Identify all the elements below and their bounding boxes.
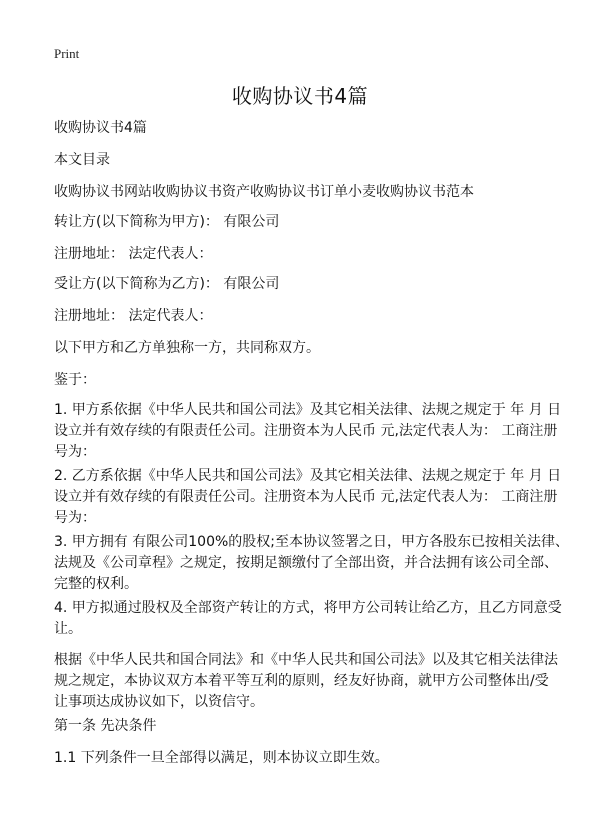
recital-2-line: 设立并有效存续的有限责任公司。注册资本为人民币 元,法定代表人为： 工商注册 — [54, 489, 558, 505]
clause-1-1: 1.1 下列条件一旦全部得以满足，则本协议立即生效。 — [54, 750, 389, 766]
recital-1-line: 设立并有效存续的有限责任公司。注册资本为人民币 元,法定代表人为： 工商注册 — [54, 423, 558, 439]
transferor-line: 转让方(以下简称为甲方)： 有限公司 — [54, 214, 280, 230]
transferor-address-line: 注册地址： 法定代表人： — [54, 246, 213, 262]
recital-3-line: 法规及《公司章程》之规定，按期足额缴付了全部出资，并合法拥有该公司全部、 — [54, 555, 558, 571]
recital-4-line: 让。 — [54, 621, 82, 637]
subtitle-line: 收购协议书4篇 — [54, 120, 147, 136]
recital-1-line: 1. 甲方系依据《中华人民共和国公司法》及其它相关法律、法规之规定于 年 月 日 — [54, 402, 562, 418]
agreement-basis-line: 根据《中华人民共和国合同法》和《中华人民共和国公司法》以及其它相关法律法 — [54, 652, 558, 668]
toc-entries: 收购协议书网站收购协议书资产收购协议书订单小麦收购协议书范本 — [54, 184, 474, 200]
transferee-line: 受让方(以下简称为乙方)： 有限公司 — [54, 276, 280, 292]
recital-2 — [54, 466, 562, 529]
recital-1-line: 号为： — [54, 444, 96, 460]
toc-heading: 本文目录 — [54, 152, 110, 168]
agreement-basis-line: 让事项达成协议如下，以资信守。 — [54, 694, 264, 710]
document-title: 收购协议书4篇 — [231, 84, 369, 108]
agreement-basis — [54, 650, 558, 713]
parties-definition-line: 以下甲方和乙方单独称一方，共同称双方。 — [54, 340, 320, 356]
recital-3 — [54, 532, 569, 595]
agreement-basis-line: 规之规定，本协议双方本着平等互利的原则，经友好协商，就甲方公司整体出/受 — [54, 673, 549, 689]
recital-2-line: 号为： — [54, 510, 96, 526]
whereas-heading: 鉴于： — [54, 372, 96, 388]
recital-3-line: 完整的权利。 — [54, 576, 138, 592]
transferee-address-line: 注册地址： 法定代表人： — [54, 308, 213, 324]
recital-1 — [54, 400, 562, 463]
recital-3-line: 3. 甲方拥有 有限公司100%的股权;至本协议签署之日，甲方各股东已按相关法律、 — [54, 534, 569, 550]
article-1-heading: 第一条 先决条件 — [54, 718, 157, 734]
recital-2-line: 2. 乙方系依据《中华人民共和国公司法》及其它相关法律、法规之规定于 年 月 日 — [54, 468, 562, 484]
recital-4 — [54, 598, 562, 640]
recital-4-line: 4. 甲方拟通过股权及全部资产转让的方式，将甲方公司转让给乙方，且乙方同意受 — [54, 600, 562, 616]
print-link[interactable]: Print — [54, 46, 80, 61]
